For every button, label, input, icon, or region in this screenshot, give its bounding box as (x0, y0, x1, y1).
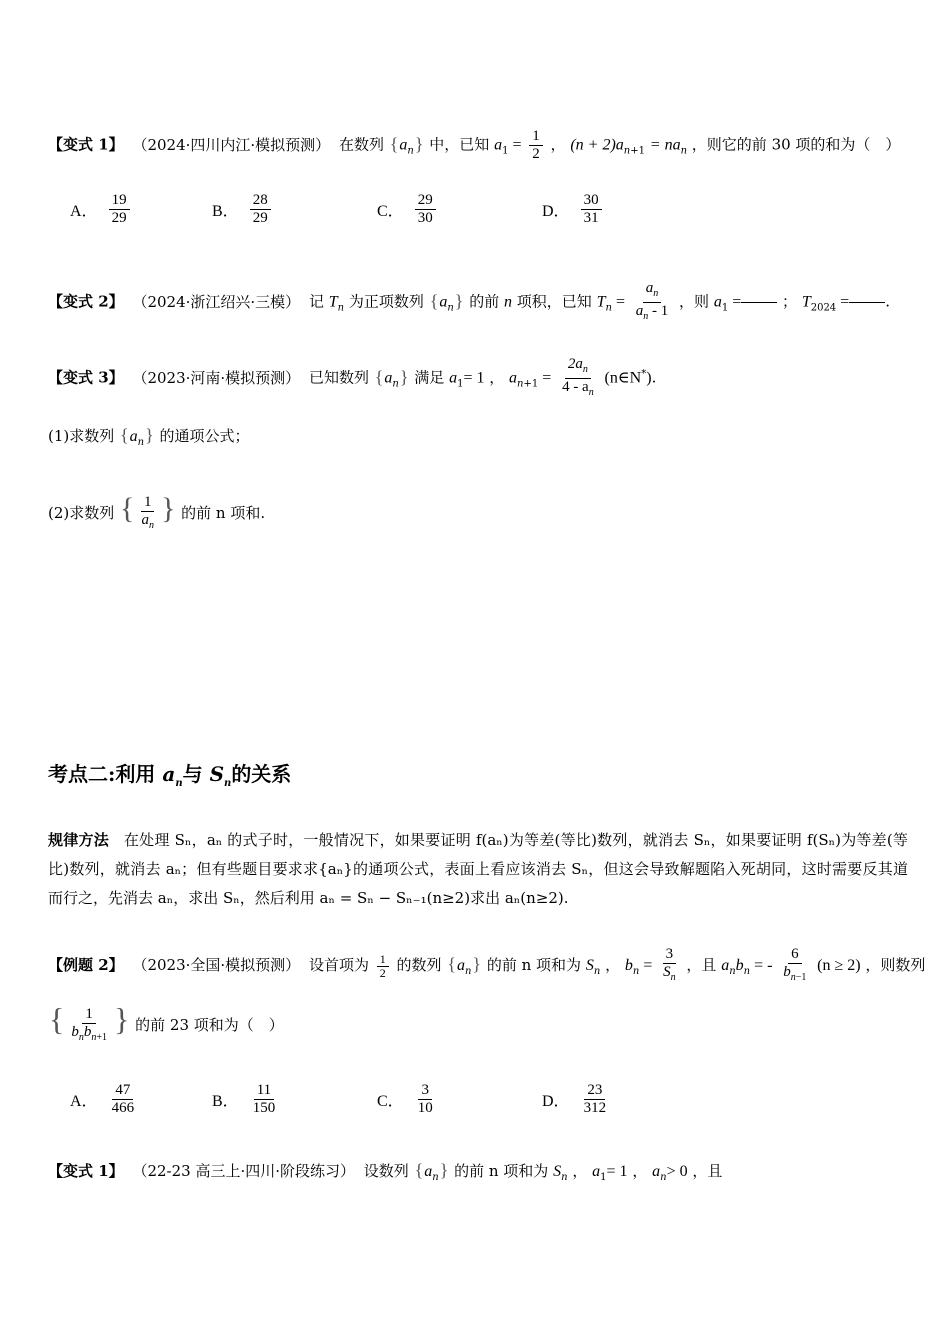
text: . (885, 292, 890, 311)
text: ，且 (686, 956, 717, 974)
brace-left: { (389, 133, 399, 154)
text: 的前 n 项和为 (454, 1162, 549, 1180)
example-2: 【例题 2】 （2023·全国·模拟预测） 设首项为 $\frac{1}{2}$ 的数列 $\{a_n\}$ 的前 n 项和为 $S_n$ ， $b_n$ = $\frac{3}{S_n}$ ，且 $a_nb_n$ = - $\frac{6}{b_{n-1}}$ (n ≥ 2) ，则数列 (48, 946, 926, 983)
blank-2-lhs: T (801, 293, 811, 311)
frac-num: 11 (254, 1082, 274, 1100)
variant-1b-source: （22-23 高三上·四川·阶段练习） (132, 1162, 356, 1180)
variant-3-q2: (2)求数列 { $\frac{1}{a_n}$ } 的前 n 项和. (48, 492, 266, 531)
text: . (651, 368, 657, 387)
t-subscript: 2024 (810, 302, 837, 314)
recurrence: (n + 2)a (570, 136, 624, 154)
den-tail: - 1 (648, 303, 669, 319)
title-a: a (162, 762, 176, 786)
option-b[interactable] (212, 1082, 281, 1117)
text: 的通项公式； (159, 427, 250, 445)
frac-num: 30 (581, 192, 602, 210)
a1-fraction (529, 128, 543, 163)
frac-den: 29 (111, 210, 127, 226)
frac-den: 466 (111, 1100, 135, 1116)
option-label: C． (377, 1093, 404, 1110)
option-d[interactable] (542, 192, 605, 227)
frac-num: 23 (584, 1082, 605, 1100)
variant-2: 【变式 2】 （2024·浙江绍兴·三模） 记 $T_n$ 为正项数列 $\{a_n\}$ 的前 n 项积，已知 $T_n$ = $\frac{a_n}{a_n - 1}$ ，则 $a_1$ = ； $T_{2024}$ = . (48, 280, 890, 325)
variant-1-source: （2024·四川内江·模拟预测） (132, 135, 331, 154)
text: ， (572, 1162, 588, 1180)
variant-2-source: （2024·浙江绍兴·三模） (132, 292, 301, 311)
text: ， (550, 135, 566, 154)
title-pre: 考点二:利用 (48, 762, 163, 786)
option-c[interactable] (377, 192, 439, 227)
option-c[interactable] (377, 1082, 439, 1117)
text: ， (605, 956, 621, 974)
frac-den: 29 (252, 210, 268, 226)
option-label: B． (212, 203, 239, 220)
n-var: n (504, 293, 512, 311)
method-label: 规律方法 (48, 831, 109, 849)
variant-1-tag: 【变式 1】 (48, 135, 124, 154)
text: ，则它的前 30 项的和为（ ） (691, 135, 901, 154)
option-label: C． (377, 203, 404, 220)
text: 设数列 (363, 1162, 409, 1180)
variant-3: 【变式 3】 （2023·河南·模拟预测） 已知数列 $\{a_n\}$ 满足 $a_1= 1$ ， $a_{n+1}$ = $\frac{2a_n}{4 - a_n}$ (n∈N*). (48, 356, 656, 401)
text: ， (489, 368, 505, 387)
recurrence-fraction: $\frac{2a_n}{4 - a_n}$ (562, 356, 594, 398)
a1-eq: = 1 (606, 1163, 628, 1180)
variant-1: 【变式 1】 （2024·四川内江·模拟预测） 在数列 $\{a_n\}$ 中，已知 $a_1$ = $\frac{1}{2}$ ， $(n + 2)a_{n+1} = na_n$ ，则它的前 30 项的和为（ ） (48, 128, 901, 162)
separator: ； (782, 292, 798, 311)
frac-num: 3 (663, 946, 677, 964)
option-label: D． (542, 1093, 570, 1110)
frac-den: a (635, 303, 644, 319)
recurrence-tail: = na (649, 136, 681, 154)
relation-condition: (n ≥ 2) (817, 957, 861, 974)
frac-num: 29 (415, 192, 436, 210)
text: 在数列 (338, 135, 384, 154)
text: ，且 (692, 1162, 723, 1180)
frac-den: 2 (379, 965, 386, 980)
option-a[interactable] (70, 192, 133, 227)
example-2-source: （2023·全国·模拟预测） (132, 956, 301, 974)
variant-1b: 【变式 1】 （22-23 高三上·四川·阶段练习） 设数列 $\{a_n\}$ 的前 n 项和为 $S_n$ ， $a_1= 1$ ， $a_n> 0$ ，且 (48, 1160, 723, 1183)
section-title: 考点二:利用 $a_n$与 $S_n$的关系 (48, 762, 292, 789)
text: 的前 n 项和. (181, 504, 266, 522)
text: 的数列 (396, 956, 442, 974)
option-label: D． (542, 203, 570, 220)
title-mid: 与 (182, 762, 210, 786)
condition-tail: ) (646, 369, 652, 387)
text: 的前 n 项和为 (486, 956, 582, 974)
frac-den: 30 (417, 210, 433, 226)
title-post: 的关系 (231, 762, 292, 786)
text: 中，已知 (429, 135, 490, 154)
text: (2)求数列 (48, 504, 115, 522)
frac-num: 6 (788, 946, 802, 964)
option-label: A． (70, 203, 98, 220)
answer-blank-1[interactable] (741, 302, 777, 303)
frac-num: 1 (377, 953, 389, 967)
method-text: 在处理 Sₙ，aₙ 的式子时，一般情况下，如果要证明 f(aₙ)为等差(等比)数列，就消去 Sₙ，如果要证明 f(Sₙ)为等差(等比)数列，就消去 aₙ；但有些题目要求求{aₙ}的通项公式，表面上看应该消去 Sₙ，但这会导致解题陷入死胡同，这时需要反其道而行之，先消去 aₙ，求出 Sₙ，然后利用 aₙ = Sₙ − Sₙ₋₁(n≥2)求出 aₙ(n≥2). (48, 831, 908, 907)
frac-den: 150 (252, 1100, 276, 1116)
frac-num: 1 (141, 494, 155, 512)
option-a[interactable] (70, 1082, 140, 1117)
tn-fraction: $\frac{a_n}{a_n - 1}$ (635, 280, 669, 322)
frac-num: 1 (529, 128, 543, 146)
frac-num: 3 (418, 1082, 432, 1100)
option-label: B． (212, 1093, 239, 1110)
variant-2-tag: 【变式 2】 (48, 292, 124, 311)
frac-num: 1 (82, 1006, 96, 1024)
text: 设首项为 (308, 956, 369, 974)
text: ， (632, 1162, 648, 1180)
variant-1b-tag: 【变式 1】 (48, 1162, 124, 1180)
frac-num: 28 (250, 192, 271, 210)
frac-num: 2a (567, 356, 583, 372)
frac-den: 10 (417, 1100, 433, 1116)
condition: (n∈N (604, 369, 642, 387)
option-b[interactable] (212, 192, 274, 227)
seq-a: a (399, 136, 408, 154)
text: 的前 23 项和为（ ） (135, 1016, 284, 1034)
option-d[interactable] (542, 1082, 612, 1117)
text: 已知数列 (308, 368, 369, 387)
option-label: A． (70, 1093, 98, 1110)
frac-den: 312 (583, 1100, 607, 1116)
text: 的前 (469, 292, 500, 311)
an-gt: > 0 (666, 1163, 688, 1180)
text: ，则数列 (865, 956, 926, 974)
text: ，则 (679, 292, 710, 311)
method-paragraph (48, 826, 908, 913)
example-2-line2: { $\frac{1}{b_nb_{n+1}}$ } 的前 23 项和为（ ） (49, 1001, 284, 1043)
text: 为正项数列 (348, 292, 424, 311)
variant-3-source: （2023·河南·模拟预测） (132, 368, 301, 387)
frac-num: 19 (109, 192, 130, 210)
frac-den: 2 (532, 146, 540, 162)
frac-num: a (645, 280, 654, 296)
blank-1-lhs: a (713, 293, 722, 311)
text: 满足 (414, 368, 445, 387)
example-2-tag: 【例题 2】 (48, 956, 124, 974)
variant-3-q1: (1)求数列 $\{a_n\}$ 的通项公式； (48, 425, 250, 448)
frac-num: 47 (112, 1082, 133, 1100)
brace-right: } (414, 133, 424, 154)
frac-den: 31 (583, 210, 599, 226)
a1-eq: = 1 (463, 369, 485, 387)
frac-den: 4 - a (562, 379, 589, 395)
text: 项积，已知 (516, 292, 592, 311)
variant-3-tag: 【变式 3】 (48, 368, 124, 387)
text: 记 (308, 292, 324, 311)
title-s: S (209, 762, 225, 786)
text: (1)求数列 (48, 427, 115, 445)
answer-blank-2[interactable] (849, 302, 885, 303)
